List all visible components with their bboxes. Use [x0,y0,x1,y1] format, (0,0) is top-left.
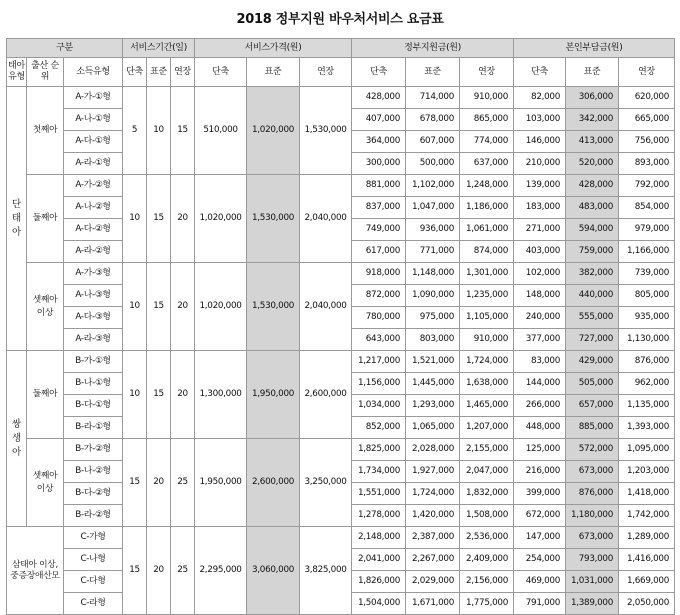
service-price-cell: 2,040,000 [300,263,352,351]
fetus-type-cell: 쌍 생 아 [7,351,27,527]
self-payment-cell: 216,000 [514,461,566,483]
gov-subsidy-cell: 1,186,000 [460,197,514,219]
self-payment-cell: 1,166,000 [619,241,675,263]
gov-subsidy-cell: 749,000 [352,219,406,241]
self-payment-cell: 306,000 [566,87,619,109]
gov-subsidy-cell: 1,420,000 [406,505,460,527]
gov-subsidy-cell: 714,000 [406,87,460,109]
income-type-cell: A-가-①형 [64,87,123,109]
self-payment-cell: 1,135,000 [619,395,675,417]
header-period-standard: 표준 [147,58,171,87]
self-payment-cell: 791,000 [514,593,566,615]
gov-subsidy-cell: 607,000 [406,131,460,153]
income-type-cell: A-라-③형 [64,329,123,351]
self-payment-cell: 469,000 [514,571,566,593]
self-payment-cell: 805,000 [619,285,675,307]
gov-subsidy-cell: 678,000 [406,109,460,131]
income-type-cell: C-나형 [64,549,123,571]
service-price-cell: 1,530,000 [300,87,352,175]
header-self-short: 단축 [514,58,566,87]
gov-subsidy-cell: 637,000 [460,153,514,175]
service-price-cell: 3,060,000 [247,527,300,615]
header-birth-order: 출산 순위 [27,58,64,87]
gov-subsidy-cell: 780,000 [352,307,406,329]
gov-subsidy-cell: 2,409,000 [460,549,514,571]
service-days-cell: 5 [123,87,147,175]
self-payment-cell: 854,000 [619,197,675,219]
self-payment-cell: 1,031,000 [566,571,619,593]
birth-order-cell: 셋째아 이상 [27,439,64,527]
header-service-period: 서비스기간(일) [123,39,195,58]
self-payment-cell: 144,000 [514,373,566,395]
gov-subsidy-cell: 1,278,000 [352,505,406,527]
gov-subsidy-cell: 1,825,000 [352,439,406,461]
gov-subsidy-cell: 1,508,000 [460,505,514,527]
self-payment-cell: 739,000 [619,263,675,285]
self-payment-cell: 254,000 [514,549,566,571]
gov-subsidy-cell: 1,521,000 [406,351,460,373]
gov-subsidy-cell: 2,041,000 [352,549,406,571]
table-row [7,175,675,197]
self-payment-cell: 1,669,000 [619,571,675,593]
self-payment-cell: 673,000 [566,527,619,549]
gov-subsidy-cell: 300,000 [352,153,406,175]
gov-subsidy-cell: 1,061,000 [460,219,514,241]
self-payment-cell: 1,742,000 [619,505,675,527]
gov-subsidy-cell: 500,000 [406,153,460,175]
income-type-cell: A-가-②형 [64,175,123,197]
service-price-cell: 2,040,000 [300,175,352,263]
service-price-cell: 1,300,000 [195,351,247,439]
service-days-cell: 15 [123,527,147,615]
self-payment-cell: 979,000 [619,219,675,241]
service-days-cell: 20 [147,439,171,527]
fetus-type-cell: 단 태 아 [7,87,27,351]
income-type-cell: C-다형 [64,571,123,593]
gov-subsidy-cell: 1,102,000 [406,175,460,197]
service-days-cell: 10 [123,175,147,263]
service-days-cell: 25 [171,527,195,615]
header-service-price: 서비스가격(원) [195,39,352,58]
self-payment-cell: 673,000 [566,461,619,483]
self-payment-cell: 377,000 [514,329,566,351]
gov-subsidy-cell: 1,734,000 [352,461,406,483]
gov-subsidy-cell: 1,248,000 [460,175,514,197]
header-row-groups [7,39,675,58]
gov-subsidy-cell: 1,445,000 [406,373,460,395]
self-payment-cell: 876,000 [566,483,619,505]
service-days-cell: 15 [171,87,195,175]
self-payment-cell: 665,000 [619,109,675,131]
service-price-cell: 2,600,000 [247,439,300,527]
income-type-cell: B-라-②형 [64,505,123,527]
service-days-cell: 15 [147,263,171,351]
gov-subsidy-cell: 407,000 [352,109,406,131]
self-payment-cell: 147,000 [514,527,566,549]
header-price-short: 단축 [195,58,247,87]
self-payment-cell: 885,000 [566,417,619,439]
income-type-cell: A-나-②형 [64,197,123,219]
table-row [7,527,675,549]
birth-order-cell: 첫째아 [27,87,64,175]
gov-subsidy-cell: 1,826,000 [352,571,406,593]
gov-subsidy-cell: 2,536,000 [460,527,514,549]
self-payment-cell: 103,000 [514,109,566,131]
self-payment-cell: 448,000 [514,417,566,439]
gov-subsidy-cell: 2,047,000 [460,461,514,483]
service-price-cell: 510,000 [195,87,247,175]
self-payment-cell: 2,050,000 [619,593,675,615]
self-payment-cell: 505,000 [566,373,619,395]
income-type-cell: B-나-②형 [64,461,123,483]
gov-subsidy-cell: 1,047,000 [406,197,460,219]
gov-subsidy-cell: 1,034,000 [352,395,406,417]
gov-subsidy-cell: 2,028,000 [406,439,460,461]
gov-subsidy-cell: 1,724,000 [460,351,514,373]
birth-order-cell: 둘째아 [27,351,64,439]
self-payment-cell: 1,393,000 [619,417,675,439]
income-type-cell: B-다-②형 [64,483,123,505]
gov-subsidy-cell: 936,000 [406,219,460,241]
header-gov-short: 단축 [352,58,406,87]
gov-subsidy-cell: 428,000 [352,87,406,109]
self-payment-cell: 125,000 [514,439,566,461]
gov-subsidy-cell: 1,465,000 [460,395,514,417]
self-payment-cell: 520,000 [566,153,619,175]
gov-subsidy-cell: 975,000 [406,307,460,329]
income-type-cell: B-라-①형 [64,417,123,439]
service-price-cell: 2,295,000 [195,527,247,615]
self-payment-cell: 1,180,000 [566,505,619,527]
self-payment-cell: 759,000 [566,241,619,263]
gov-subsidy-cell: 852,000 [352,417,406,439]
header-period-short: 단축 [123,58,147,87]
self-payment-cell: 271,000 [514,219,566,241]
self-payment-cell: 429,000 [566,351,619,373]
header-category: 구분 [7,39,123,58]
gov-subsidy-cell: 910,000 [460,329,514,351]
gov-subsidy-cell: 918,000 [352,263,406,285]
income-type-cell: A-가-③형 [64,263,123,285]
self-payment-cell: 382,000 [566,263,619,285]
self-payment-cell: 1,203,000 [619,461,675,483]
gov-subsidy-cell: 910,000 [460,87,514,109]
self-payment-cell: 83,000 [514,351,566,373]
gov-subsidy-cell: 1,638,000 [460,373,514,395]
gov-subsidy-cell: 617,000 [352,241,406,263]
service-days-cell: 20 [147,527,171,615]
gov-subsidy-cell: 1,235,000 [460,285,514,307]
gov-subsidy-cell: 837,000 [352,197,406,219]
gov-subsidy-cell: 364,000 [352,131,406,153]
fetus-type-cell: 삼태아 이상, 중증장애산모 [7,527,64,615]
service-days-cell: 15 [147,175,171,263]
voucher-fee-table [6,38,675,615]
self-payment-cell: 620,000 [619,87,675,109]
gov-subsidy-cell: 874,000 [460,241,514,263]
gov-subsidy-cell: 2,029,000 [406,571,460,593]
service-days-cell: 10 [123,263,147,351]
header-period-extended: 연장 [171,58,195,87]
header-row-columns [7,58,675,87]
service-days-cell: 15 [147,351,171,439]
gov-subsidy-cell: 865,000 [460,109,514,131]
service-price-cell: 1,020,000 [195,263,247,351]
gov-subsidy-cell: 872,000 [352,285,406,307]
gov-subsidy-cell: 2,148,000 [352,527,406,549]
service-days-cell: 10 [123,351,147,439]
service-days-cell: 20 [171,175,195,263]
table-row [7,439,675,461]
self-payment-cell: 756,000 [619,131,675,153]
header-income-type: 소득유형 [64,58,123,87]
self-payment-cell: 428,000 [566,175,619,197]
gov-subsidy-cell: 1,301,000 [460,263,514,285]
self-payment-cell: 440,000 [566,285,619,307]
income-type-cell: B-가-①형 [64,351,123,373]
self-payment-cell: 342,000 [566,109,619,131]
service-price-cell: 2,600,000 [300,351,352,439]
service-price-cell: 3,825,000 [300,527,352,615]
self-payment-cell: 266,000 [514,395,566,417]
gov-subsidy-cell: 1,927,000 [406,461,460,483]
self-payment-cell: 148,000 [514,285,566,307]
gov-subsidy-cell: 2,156,000 [460,571,514,593]
gov-subsidy-cell: 2,267,000 [406,549,460,571]
header-fetus-type: 태아 유형 [7,58,27,87]
header-self-payment: 본인부담금(원) [514,39,675,58]
header-price-extended: 연장 [300,58,352,87]
income-type-cell: A-다-①형 [64,131,123,153]
income-type-cell: B-다-①형 [64,395,123,417]
self-payment-cell: 935,000 [619,307,675,329]
service-price-cell: 1,020,000 [195,175,247,263]
gov-subsidy-cell: 2,155,000 [460,439,514,461]
service-days-cell: 15 [123,439,147,527]
self-payment-cell: 962,000 [619,373,675,395]
gov-subsidy-cell: 1,105,000 [460,307,514,329]
income-type-cell: A-나-①형 [64,109,123,131]
self-payment-cell: 1,289,000 [619,527,675,549]
gov-subsidy-cell: 1,148,000 [406,263,460,285]
header-self-standard: 표준 [566,58,619,87]
self-payment-cell: 139,000 [514,175,566,197]
self-payment-cell: 1,130,000 [619,329,675,351]
self-payment-cell: 1,095,000 [619,439,675,461]
self-payment-cell: 183,000 [514,197,566,219]
income-type-cell: A-나-③형 [64,285,123,307]
gov-subsidy-cell: 1,065,000 [406,417,460,439]
table-row [7,263,675,285]
gov-subsidy-cell: 1,293,000 [406,395,460,417]
gov-subsidy-cell: 881,000 [352,175,406,197]
gov-subsidy-cell: 803,000 [406,329,460,351]
self-payment-cell: 1,416,000 [619,549,675,571]
self-payment-cell: 403,000 [514,241,566,263]
self-payment-cell: 102,000 [514,263,566,285]
income-type-cell: B-가-②형 [64,439,123,461]
self-payment-cell: 413,000 [566,131,619,153]
table-row [7,87,675,109]
self-payment-cell: 672,000 [514,505,566,527]
self-payment-cell: 82,000 [514,87,566,109]
self-payment-cell: 210,000 [514,153,566,175]
self-payment-cell: 146,000 [514,131,566,153]
self-payment-cell: 594,000 [566,219,619,241]
service-days-cell: 10 [147,87,171,175]
income-type-cell: A-라-①형 [64,153,123,175]
gov-subsidy-cell: 1,207,000 [460,417,514,439]
self-payment-cell: 657,000 [566,395,619,417]
self-payment-cell: 792,000 [619,175,675,197]
service-price-cell: 1,950,000 [195,439,247,527]
birth-order-cell: 셋째아 이상 [27,263,64,351]
service-price-cell: 1,530,000 [247,175,300,263]
self-payment-cell: 555,000 [566,307,619,329]
service-price-cell: 1,020,000 [247,87,300,175]
service-days-cell: 25 [171,439,195,527]
service-days-cell: 20 [171,263,195,351]
self-payment-cell: 893,000 [619,153,675,175]
header-gov-standard: 표준 [406,58,460,87]
header-price-standard: 표준 [247,58,300,87]
page-title: 2018 정부지원 바우처서비스 요금표 [236,12,444,27]
birth-order-cell: 둘째아 [27,175,64,263]
self-payment-cell: 572,000 [566,439,619,461]
gov-subsidy-cell: 1,775,000 [460,593,514,615]
header-government-subsidy: 정부지원금(원) [352,39,514,58]
self-payment-cell: 1,418,000 [619,483,675,505]
self-payment-cell: 240,000 [514,307,566,329]
self-payment-cell: 876,000 [619,351,675,373]
gov-subsidy-cell: 771,000 [406,241,460,263]
gov-subsidy-cell: 643,000 [352,329,406,351]
gov-subsidy-cell: 1,090,000 [406,285,460,307]
self-payment-cell: 399,000 [514,483,566,505]
self-payment-cell: 793,000 [566,549,619,571]
income-type-cell: C-라형 [64,593,123,615]
gov-subsidy-cell: 1,832,000 [460,483,514,505]
self-payment-cell: 727,000 [566,329,619,351]
gov-subsidy-cell: 2,387,000 [406,527,460,549]
gov-subsidy-cell: 1,671,000 [406,593,460,615]
income-type-cell: A-라-②형 [64,241,123,263]
header-self-extended: 연장 [619,58,675,87]
table-row [7,351,675,373]
self-payment-cell: 1,389,000 [566,593,619,615]
income-type-cell: A-다-③형 [64,307,123,329]
income-type-cell: A-다-②형 [64,219,123,241]
service-price-cell: 1,530,000 [247,263,300,351]
gov-subsidy-cell: 1,504,000 [352,593,406,615]
service-price-cell: 3,250,000 [300,439,352,527]
self-payment-cell: 483,000 [566,197,619,219]
income-type-cell: B-나-①형 [64,373,123,395]
service-price-cell: 1,950,000 [247,351,300,439]
gov-subsidy-cell: 774,000 [460,131,514,153]
gov-subsidy-cell: 1,724,000 [406,483,460,505]
gov-subsidy-cell: 1,551,000 [352,483,406,505]
header-gov-extended: 연장 [460,58,514,87]
service-days-cell: 20 [171,351,195,439]
gov-subsidy-cell: 1,156,000 [352,373,406,395]
gov-subsidy-cell: 1,217,000 [352,351,406,373]
income-type-cell: C-가형 [64,527,123,549]
